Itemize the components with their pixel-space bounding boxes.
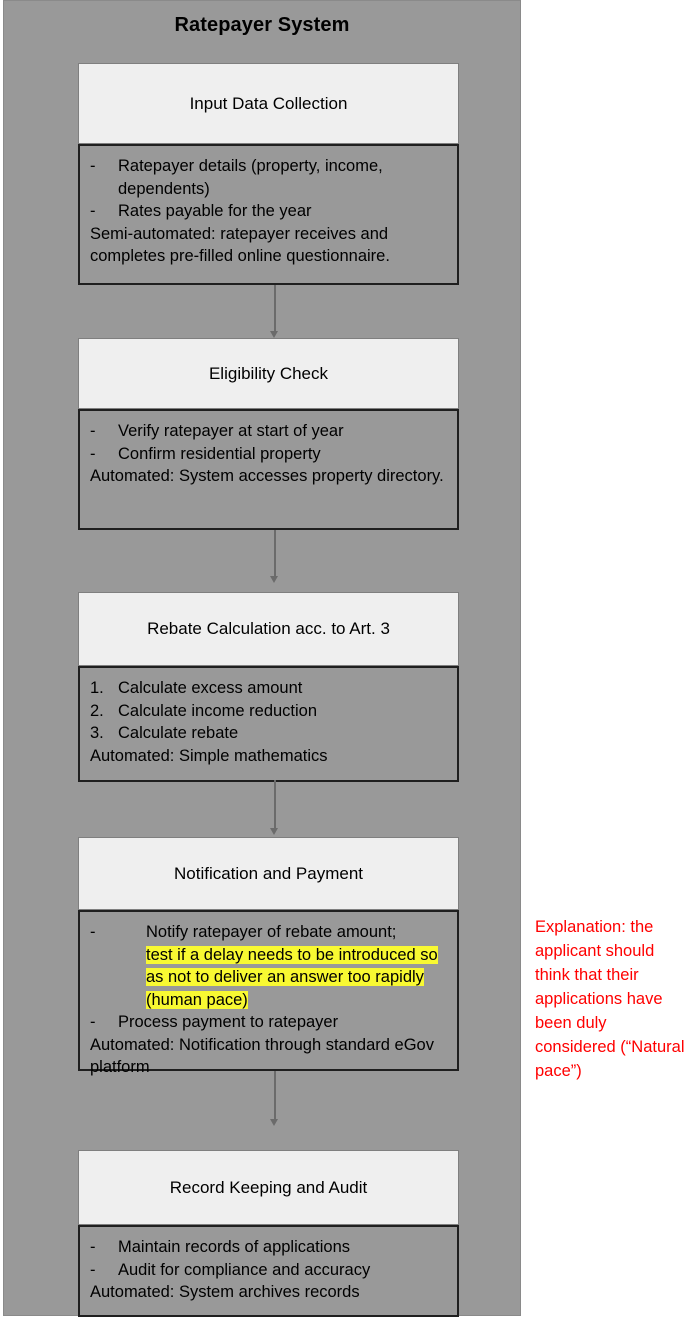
- list-item-text: Calculate rebate: [118, 724, 239, 742]
- connector-arrow-3: [268, 780, 281, 835]
- node-body-input-data-collection: [78, 144, 459, 285]
- arrow-head-icon: [270, 1119, 278, 1126]
- list-marker: -: [90, 444, 96, 463]
- list-marker: -: [90, 202, 96, 220]
- list-item-text: Calculate income reduction: [118, 701, 318, 720]
- node-header-record-keeping-and-audit: Record Keeping and Audit: [78, 1150, 459, 1225]
- arrow-head-icon: [270, 331, 278, 338]
- list-item-text: Confirm residential property: [118, 444, 321, 463]
- automation-note: Automated: Notification through standard eGov platform: [90, 1035, 434, 1076]
- connector-arrow-4: [268, 1071, 281, 1126]
- automation-note: Automated: System accesses property directory.: [90, 467, 444, 485]
- list-marker: -: [90, 1013, 96, 1031]
- list-marker: -: [90, 923, 96, 941]
- arrow-head-icon: [270, 828, 278, 835]
- explanation-annotation: Explanation: the applicant should think that their applications have been duly considered (“Natural pace”): [535, 918, 685, 1080]
- arrow-head-icon: [270, 576, 278, 583]
- node-body-rebate-calculation: [78, 666, 459, 782]
- node-header-notification-and-payment: Notification and Payment: [78, 837, 459, 910]
- list-item-text: Process payment to ratepayer: [118, 1013, 339, 1031]
- list-item-text: Audit for compliance and accuracy: [118, 1260, 371, 1279]
- flow-node-input-data-collection[interactable]: [78, 63, 459, 285]
- list-marker: 3.: [90, 724, 104, 742]
- list-item-text: Maintain records of applications: [118, 1238, 351, 1256]
- connector-stem: [274, 285, 276, 331]
- connector-stem: [274, 780, 276, 828]
- flow-node-rebate-calculation[interactable]: [78, 592, 459, 782]
- automation-note: Automated: System archives records: [90, 1283, 360, 1301]
- list-item: [90, 155, 447, 200]
- node-header-rebate-calculation: Rebate Calculation acc. to Art. 3: [78, 592, 459, 666]
- ratepayer-system-panel: [3, 0, 521, 1316]
- list-item-text: Verify ratepayer at start of year: [118, 422, 344, 440]
- list-item: [90, 1011, 447, 1034]
- node-header-eligibility-check: Eligibility Check: [78, 338, 459, 409]
- connector-arrow-2: [268, 530, 281, 583]
- list-item: [90, 677, 447, 700]
- connector-arrow-1: [268, 285, 281, 338]
- connector-stem: [274, 530, 276, 576]
- connector-stem: [274, 1071, 276, 1119]
- list-marker: -: [90, 157, 96, 175]
- flow-node-notification-and-payment[interactable]: [78, 837, 459, 1076]
- page-title: Ratepayer System: [174, 14, 350, 36]
- list-marker: -: [90, 422, 96, 440]
- list-item-text: Calculate excess amount: [118, 679, 303, 697]
- list-item: [90, 443, 447, 466]
- list-marker: 2.: [90, 701, 104, 720]
- node-header-input-data-collection: Input Data Collection: [78, 63, 459, 144]
- list-item: [90, 1259, 447, 1282]
- list-item: [90, 722, 447, 745]
- list-item: [90, 420, 447, 443]
- list-item-text: Notify ratepayer of rebate amount;: [146, 923, 397, 941]
- list-item: [90, 1236, 447, 1259]
- list-item-text: Ratepayer details (property, income, dependents): [118, 157, 388, 198]
- list-item: [90, 700, 447, 723]
- node-body-eligibility-check: [78, 409, 459, 530]
- flow-node-eligibility-check[interactable]: [78, 338, 459, 530]
- automation-note: Semi-automated: ratepayer receives and completes pre-filled online questionnaire.: [90, 224, 390, 265]
- flow-node-record-keeping-and-audit[interactable]: [78, 1150, 459, 1317]
- highlighted-text: test if a delay needs to be introduced so as not to deliver an answer too rapidly (human pace): [146, 945, 438, 1009]
- list-item-text: Rates payable for the year: [118, 202, 312, 220]
- list-marker: -: [90, 1238, 96, 1256]
- list-item: [90, 200, 447, 223]
- node-body-record-keeping-and-audit: [78, 1225, 459, 1317]
- automation-note: Automated: Simple mathematics: [90, 746, 328, 765]
- list-item-highlighted: [90, 921, 447, 1011]
- node-body-notification-and-payment: [78, 910, 459, 1076]
- list-marker: -: [90, 1260, 96, 1279]
- list-marker: 1.: [90, 679, 104, 697]
